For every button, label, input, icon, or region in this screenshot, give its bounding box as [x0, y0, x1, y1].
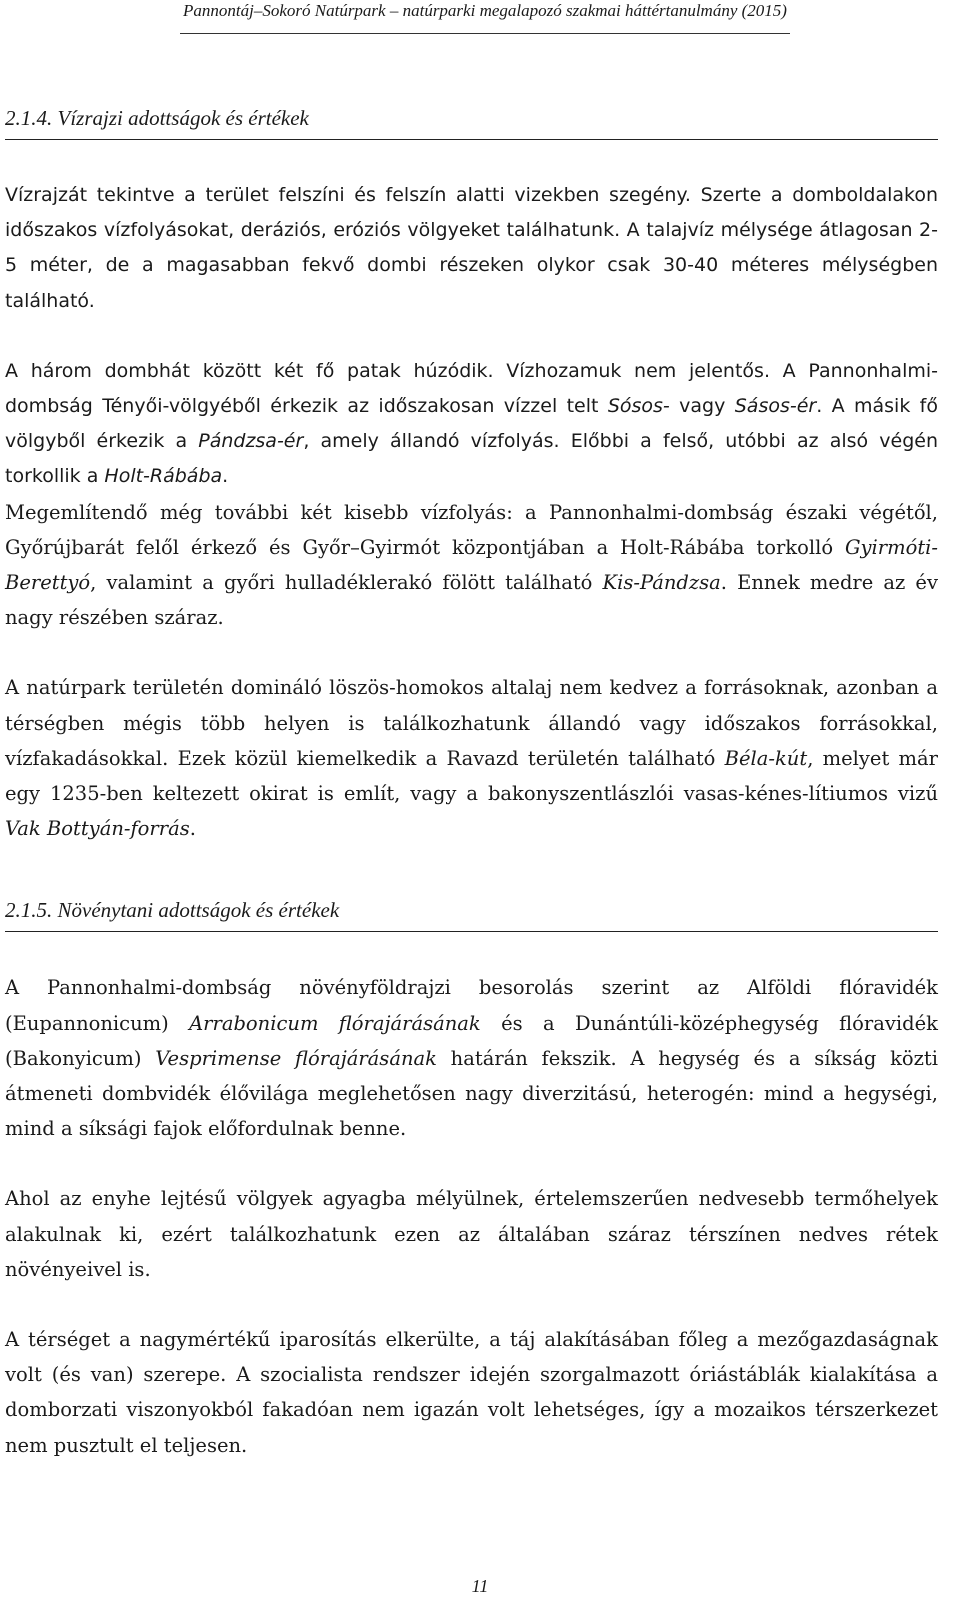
- page-number: 11: [471, 1576, 489, 1596]
- paragraph-streams: A három dombhát között két fő patak húzódik. Vízhozamuk nem jelentős. A Pannonhalmi-dombság Tényői-völgyéből érkezik az időszakosan vízzel telt Sósos- vagy Sásos-ér. A másik fő völgyből érkezik a Pándzsa-ér, amely állandó vízfolyás. Előbbi a felső, utóbbi az alsó végén torkollik a Holt-Rábába.: [5, 359, 938, 488]
- page-content: [5, 104, 938, 1463]
- running-header: Pannontáj–Sokoró Natúrpark – natúrparki megalapozó szakmai háttértanulmány (2015): [180, 0, 790, 34]
- paragraph-minor-streams: Megemlítendő még további két kisebb vízfolyás: a Pannonhalmi-dombság északi végétől, Győrújbarát felől érkező és Győr–Gyirmót központjában a Holt-Rábába torkolló Gyirmóti-Berettyó, valamint a győri hulladéklerakó fölött található Kis-Pándzsa. Ennek medre az év nagy részében száraz.: [5, 500, 938, 630]
- paragraph-springs: A natúrpark területén domináló löszös-homokos altalaj nem kedvez a forrásoknak, azonban a térségben mégis több helyen is találkozhatunk állandó vagy időszakos forrásokkal, vízfakadásokkal. Ezek közül kiemelkedik a Ravazd területén található Béla-kút, melyet már egy 1235-ben keltezett okirat is említ, vagy a bakonyszentlászlói vasas-kénes-lítiumos vizű Vak Bottyán-forrás.: [5, 676, 938, 841]
- paragraph-hydrology-intro: Vízrajzát tekintve a terület felszíni és felszín alatti vizekben szegény. Szerte a domboldalakon időszakos vízfolyásokat, deráziós, eróziós völgyeket találhatunk. A talajvíz mélysége átlagosan 2-5 méter, de a magasabban fekvő dombi részeken olykor csak 30-40 méteres mélységben található.: [5, 184, 938, 312]
- section-heading-2-1-5: 2.1.5. Növénytani adottságok és értékek: [5, 896, 938, 932]
- paragraph-valleys: Ahol az enyhe lejtésű völgyek agyagba mélyülnek, értelemszerűen nedvesebb termőhelyek alakulnak ki, ezért találkozhatunk ezen az általában száraz térszínen nedves rétek növényeivel is.: [5, 1187, 938, 1281]
- section-heading-2-1-4: 2.1.4. Vízrajzi adottságok és értékek: [5, 104, 938, 140]
- paragraph-land-use: A térséget a nagymértékű iparosítás elkerülte, a táj alakításában főleg a mezőgazdaságnak volt (és van) szerepe. A szocialista rendszer idején szorgalmazott óriástáblák kialakítása a domborzati viszonyokból fakadóan nem igazán volt lehetséges, így a mozaikos térszerkezet nem pusztult el teljesen.: [5, 1328, 938, 1457]
- paragraph-botany-intro: A Pannonhalmi-dombság növényföldrajzi besorolás szerint az Alföldi flóravidék (Eupannonicum) Arrabonicum flórajárásának és a Dunántúli-középhegység flóravidék (Bakonyicum) Vesprimense flórajárásának határán fekszik. A hegység és a síkság közti átmeneti dombvidék élővilága meglehetősen nagy diverzitású, heterogén: mind a hegységi, mind a síksági fajok előfordulnak benne.: [5, 976, 938, 1141]
